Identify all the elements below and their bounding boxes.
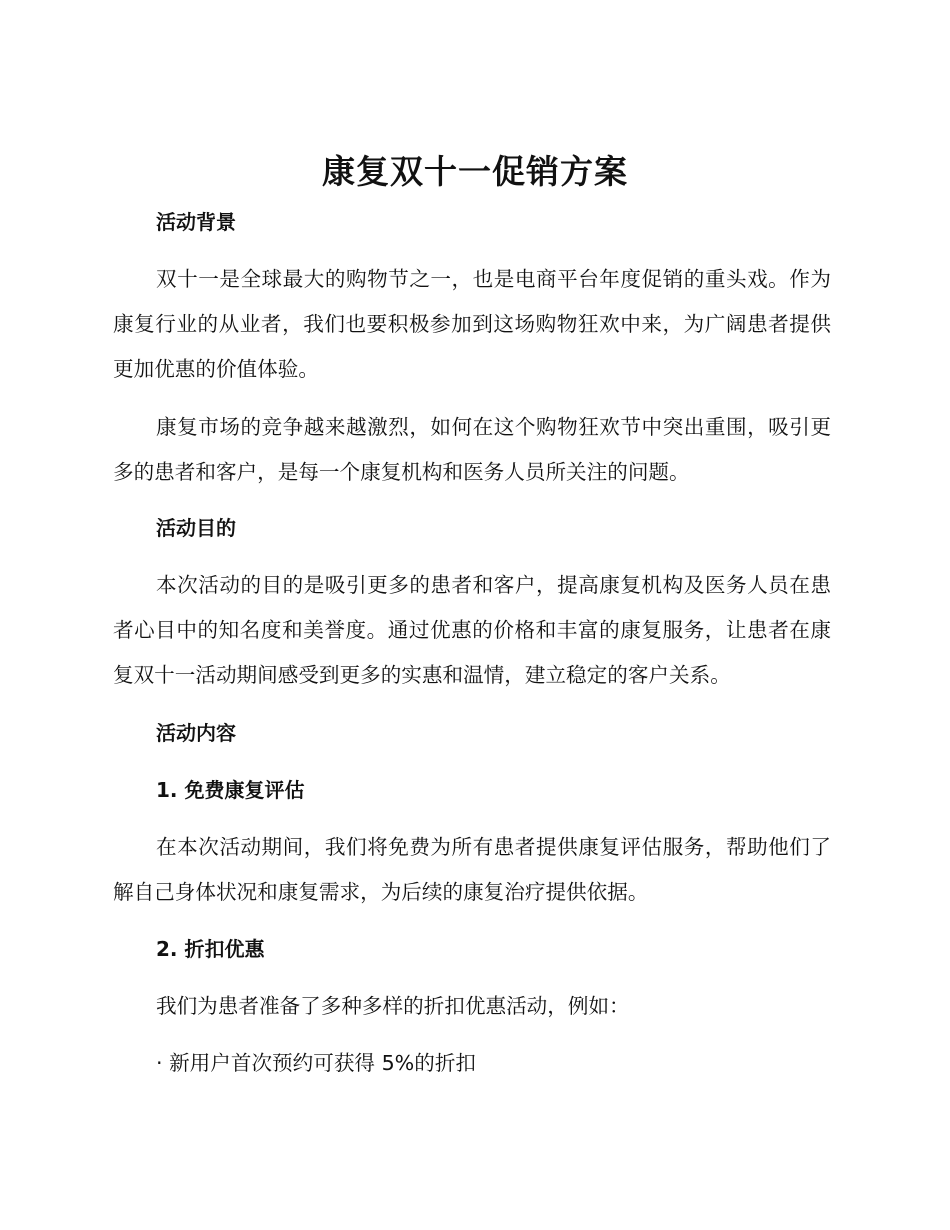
- document-title: 康复双十一促销方案: [322, 152, 628, 191]
- list-item-discount-1: · 新用户首次预约可获得 5%的折扣: [156, 1051, 477, 1075]
- section-heading-content: 活动内容: [156, 721, 236, 745]
- paragraph-free-assessment: 在本次活动期间，我们将免费为所有患者提供康复评估服务，帮助他们了解自己身体状况和康复需求，为后续的康复治疗提供依据。: [113, 835, 831, 904]
- paragraph-purpose-1: 本次活动的目的是吸引更多的患者和客户，提高康复机构及医务人员在患者心目中的知名度和美誉度。通过优惠的价格和丰富的康复服务，让患者在康复双十一活动期间感受到更多的实惠和温情，建立稳定的客户关系。: [113, 573, 831, 687]
- section-heading-background: 活动背景: [156, 210, 236, 234]
- subheading-discount: 2. 折扣优惠: [156, 937, 265, 961]
- paragraph-background-1: 双十一是全球最大的购物节之一，也是电商平台年度促销的重头戏。作为康复行业的从业者，我们也要积极参加到这场购物狂欢中来，为广阔患者提供更加优惠的价值体验。: [113, 267, 831, 381]
- subheading-free-assessment: 1. 免费康复评估: [156, 778, 305, 802]
- section-heading-purpose: 活动目的: [156, 516, 236, 540]
- paragraph-background-2: 康复市场的竞争越来越激烈，如何在这个购物狂欢节中突出重围，吸引更多的患者和客户，是每一个康复机构和医务人员所关注的问题。: [113, 415, 831, 484]
- paragraph-discount: 我们为患者准备了多种多样的折扣优惠活动，例如：: [156, 994, 630, 1018]
